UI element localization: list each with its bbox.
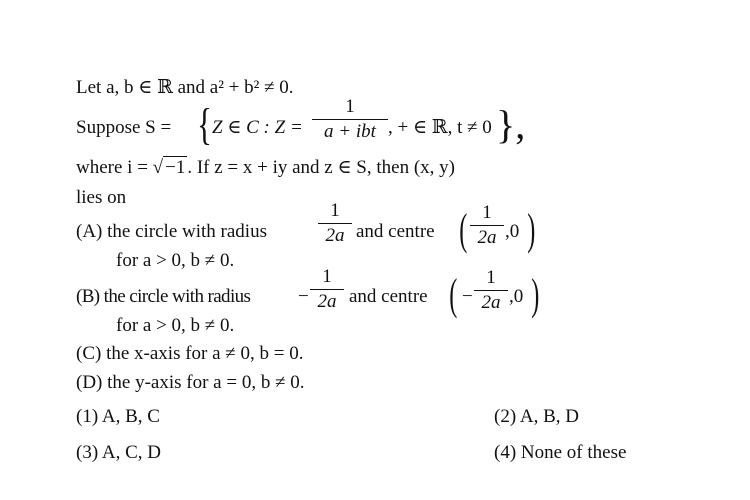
sqrt-radicand: −1 xyxy=(165,157,186,178)
set-fraction-denominator: a + ibt xyxy=(324,121,376,142)
option-b-centre-denominator: 2a xyxy=(481,292,501,313)
option-b-centre-fraction xyxy=(474,267,508,314)
set-member: Z ∈ C : Z = xyxy=(212,117,303,138)
option-d: (D) the y-axis for a = 0, b ≠ 0. xyxy=(76,372,305,393)
set-open-brace: { xyxy=(197,100,212,149)
option-a-prefix: (A) the circle with radius xyxy=(76,221,267,242)
fraction-bar xyxy=(318,223,352,224)
sqrt-expression: √ −1 xyxy=(152,157,186,178)
answer-choice-4[interactable]: (4) None of these xyxy=(494,442,627,463)
where-prefix: where i = xyxy=(76,157,148,178)
where-line xyxy=(76,156,455,180)
option-b-centre-numerator: 1 xyxy=(486,267,496,288)
set-tail: , + ∈ ℝ, t ≠ 0 xyxy=(388,117,492,138)
right-paren: ) xyxy=(531,270,540,319)
option-a-centre-denominator: 2a xyxy=(477,227,497,248)
answer-choice-3[interactable]: (3) A, C, D xyxy=(76,442,161,463)
option-b-condition: for a > 0, b ≠ 0. xyxy=(116,315,235,336)
fraction-bar xyxy=(474,290,508,291)
set-fraction-numerator: 1 xyxy=(345,96,355,117)
option-b-radius-fraction xyxy=(310,266,344,313)
answer-choice-2[interactable]: (2) A, B, D xyxy=(494,406,579,427)
set-fraction xyxy=(312,96,388,143)
fraction-bar xyxy=(312,119,388,120)
option-b-centre-sign: − xyxy=(462,286,473,307)
suppose-prefix: Suppose S = xyxy=(76,117,172,138)
where-tail: . If z = x + iy and z ∈ S, then (x, y) xyxy=(187,157,455,178)
question-intro: Let a, b ∈ ℝ and a² + b² ≠ 0. xyxy=(76,77,294,98)
option-a-centre-fraction xyxy=(470,202,504,249)
left-paren: ( xyxy=(449,270,458,319)
option-a-radius-denominator: 2a xyxy=(325,225,345,246)
answer-choice-1[interactable]: (1) A, B, C xyxy=(76,406,160,427)
option-b-radius-numerator: 1 xyxy=(322,266,332,287)
option-a-centre-tail: ,0 xyxy=(505,221,520,242)
option-c: (C) the x-axis for a ≠ 0, b = 0. xyxy=(76,343,304,364)
option-a-centre-label: and centre xyxy=(356,221,435,242)
option-b-radius-sign: − xyxy=(298,286,309,307)
fraction-bar xyxy=(470,225,504,226)
option-b-radius-denominator: 2a xyxy=(317,291,337,312)
left-paren: ( xyxy=(459,205,468,254)
option-b-centre-label: and centre xyxy=(349,286,428,307)
option-a-condition: for a > 0, b ≠ 0. xyxy=(116,250,235,271)
option-a-radius-numerator: 1 xyxy=(330,200,340,221)
option-a-centre-numerator: 1 xyxy=(482,202,492,223)
right-paren: ) xyxy=(527,205,536,254)
set-close-brace: }, xyxy=(496,102,526,147)
fraction-bar xyxy=(310,289,344,290)
lies-on: lies on xyxy=(76,187,127,208)
option-b-centre-tail: ,0 xyxy=(509,286,524,307)
option-a-radius-fraction xyxy=(318,200,352,247)
option-b-prefix: (B) the circle with radius xyxy=(76,286,251,307)
